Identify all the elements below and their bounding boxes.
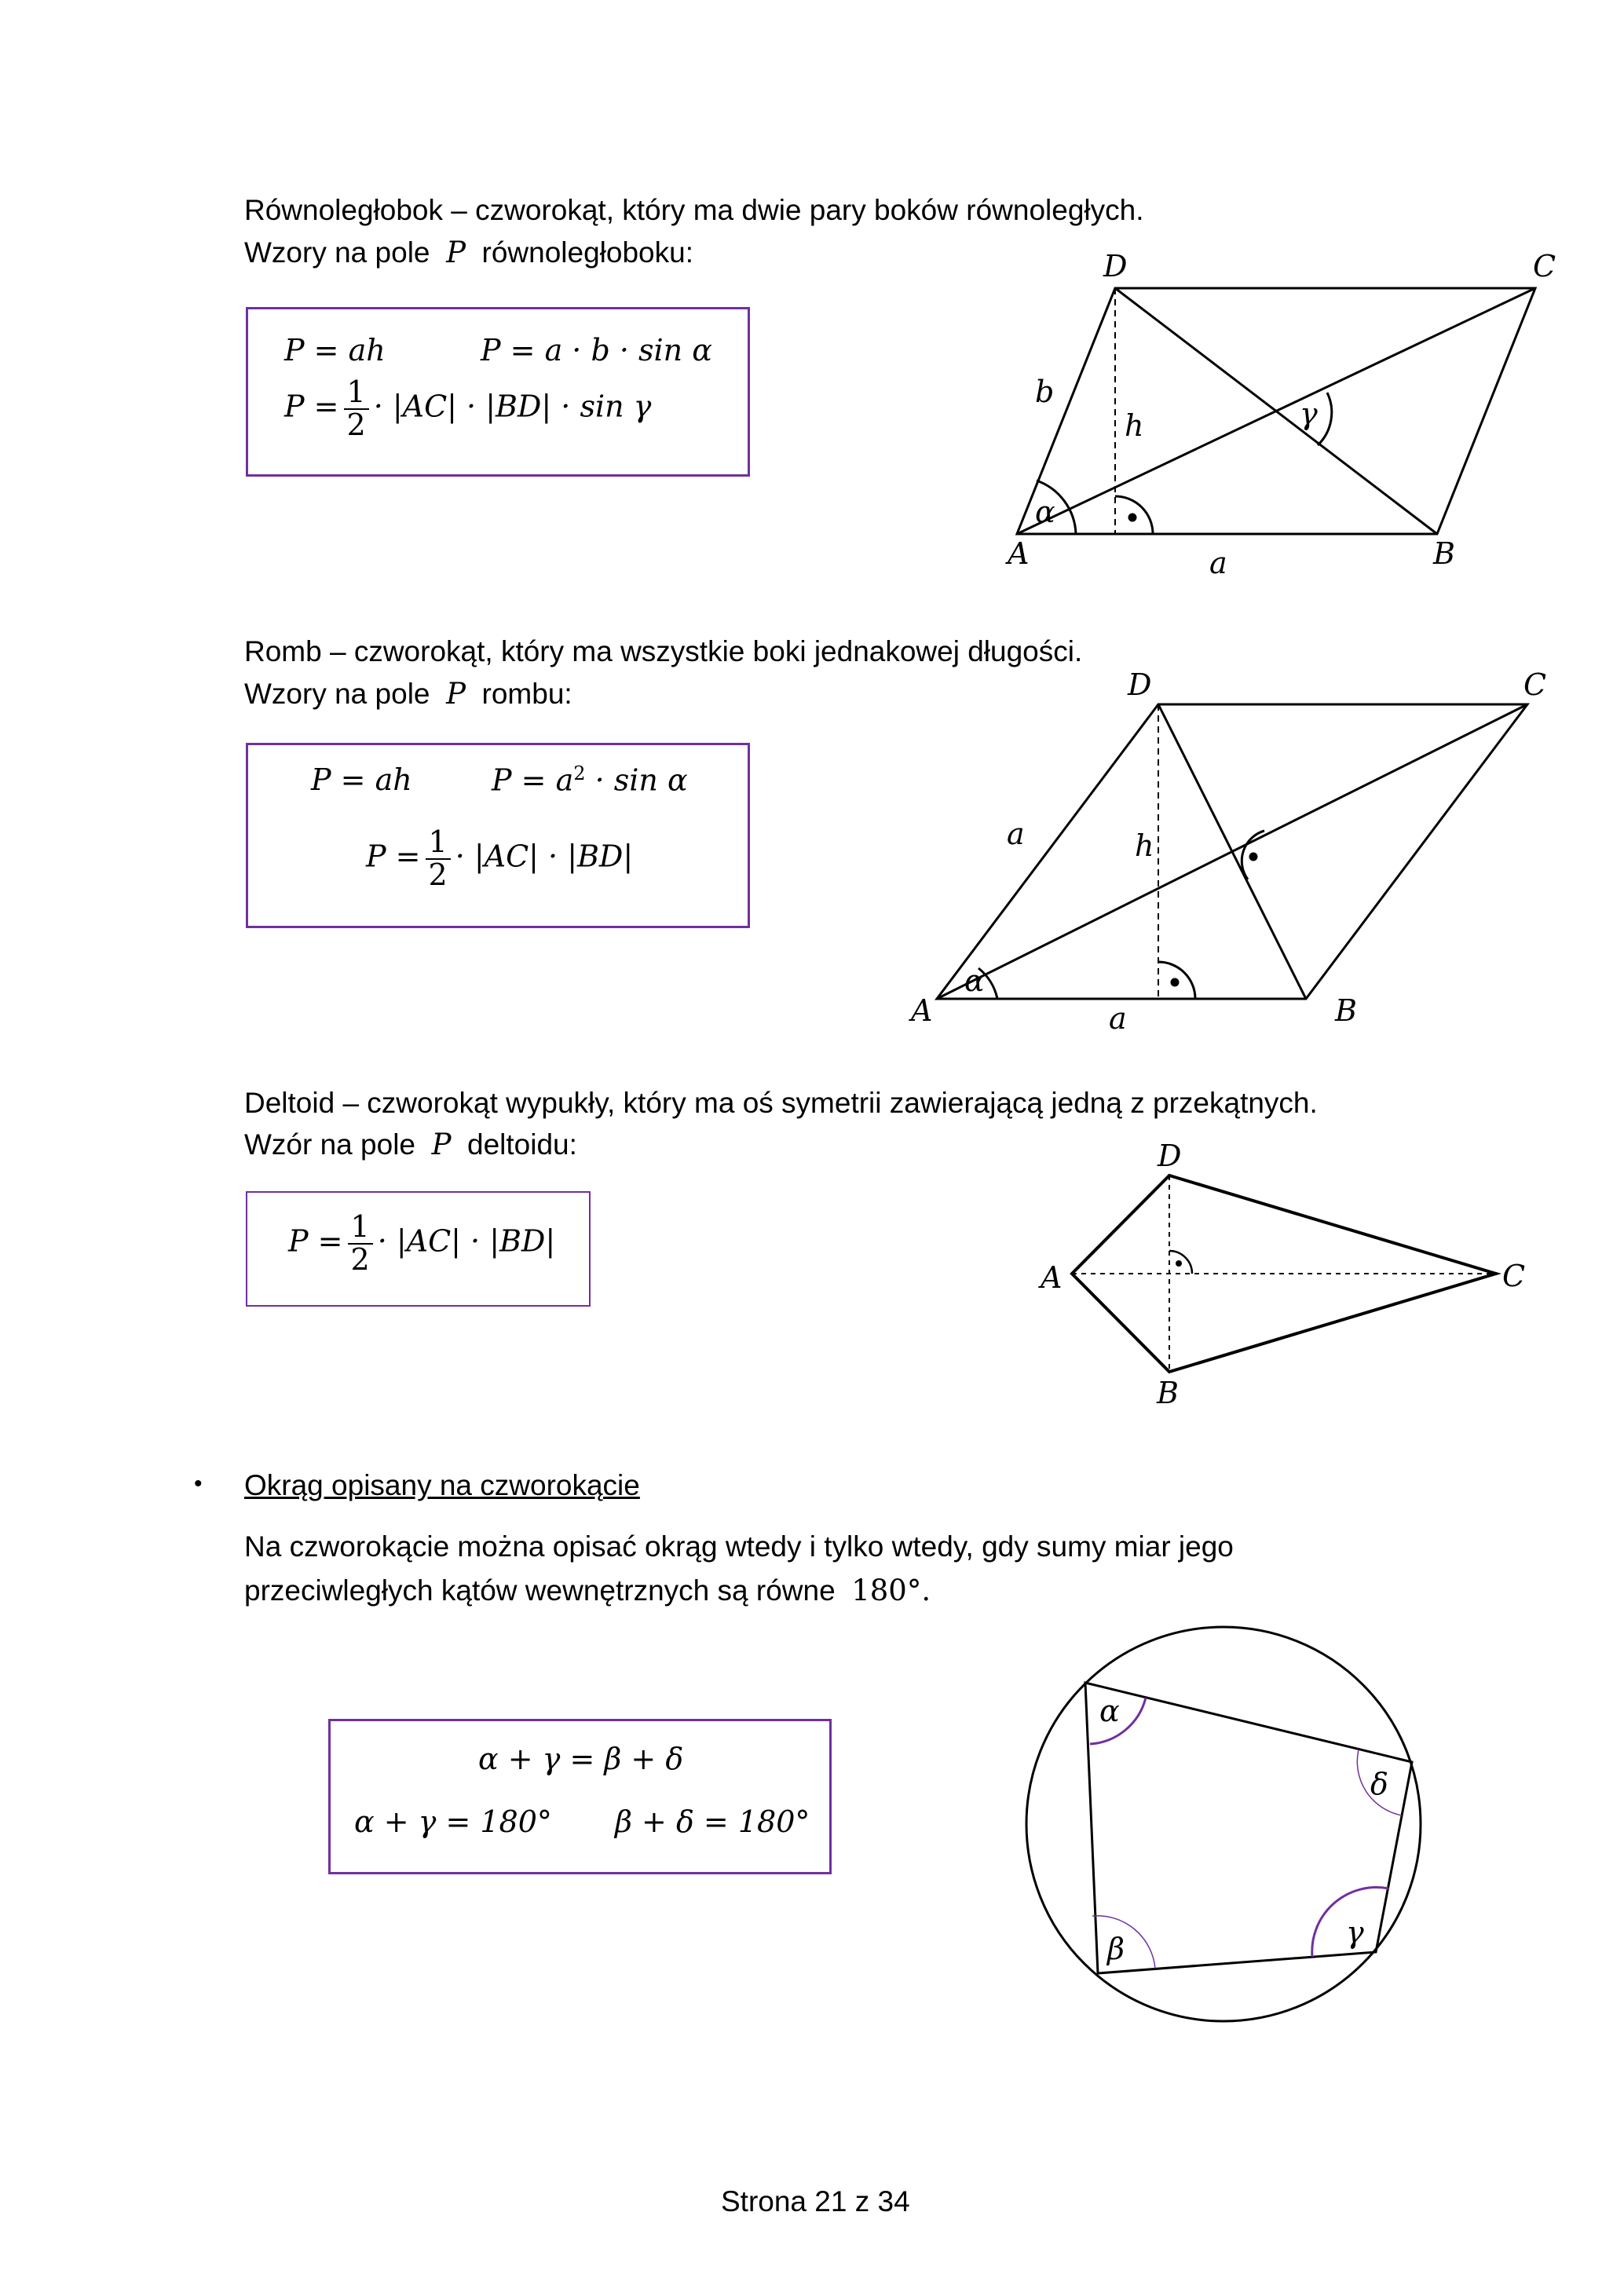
- label-B: B: [1335, 993, 1357, 1028]
- denominator: 2: [346, 407, 366, 442]
- formula-alpha-gamma: α + γ = 180°: [354, 1804, 552, 1839]
- label-C: C: [1502, 1259, 1526, 1293]
- denominator: 2: [350, 1241, 370, 1277]
- formula-post: · sin α: [585, 762, 688, 798]
- label-a: a: [1209, 546, 1227, 580]
- diagonal-bd: [1115, 288, 1437, 534]
- intro-text: Wzory na pole: [244, 678, 430, 710]
- formula-area-ah: P = ah: [284, 333, 386, 367]
- rhs: · |AC| · |BD| · sin γ: [373, 389, 652, 424]
- circumscribed-line2: [244, 1574, 931, 1608]
- label-a-side: a: [1007, 817, 1025, 851]
- label-D: D: [1103, 249, 1128, 283]
- gamma-arc: [1318, 393, 1332, 445]
- intro-var: P: [431, 1128, 452, 1161]
- label-b: b: [1035, 375, 1055, 409]
- numerator: 1: [426, 827, 451, 860]
- intro-var: P: [446, 677, 466, 711]
- rhombus-figure: [937, 704, 1527, 999]
- formula-area-a2sin: [492, 762, 688, 798]
- label-h: h: [1125, 408, 1144, 443]
- diagonal-bd: [1158, 704, 1306, 999]
- formula-area-absin: P = a · b · sin α: [481, 333, 712, 367]
- formula-area-ah: P = ah: [311, 762, 412, 797]
- label-a-base: a: [1109, 1001, 1127, 1036]
- intro-text: Wzór na pole: [244, 1128, 415, 1161]
- label-B: B: [1433, 536, 1455, 571]
- label-beta: β: [1107, 1932, 1125, 1966]
- rhombus-formula-box: [246, 743, 750, 928]
- numerator: 1: [344, 377, 369, 410]
- parallelogram-figure: [1017, 288, 1535, 534]
- rhs: · |AC| · |BD|: [455, 839, 634, 874]
- fraction: [348, 1209, 373, 1277]
- numerator: 1: [348, 1212, 373, 1245]
- label-alpha: α: [1035, 495, 1055, 529]
- rhs: · |AC| · |BD|: [377, 1223, 556, 1259]
- formula-angle-sums-equal: α + γ = β + δ: [478, 1742, 684, 1776]
- cyclic-figure: [1026, 1627, 1421, 2021]
- circumscribed-heading: Okrąg opisany na czworokącie: [244, 1469, 640, 1501]
- fraction: [426, 824, 451, 892]
- rhombus-formula-intro: [244, 677, 572, 711]
- formula-area-diagonals: [366, 824, 634, 892]
- intro-text-post: równoległoboku:: [481, 236, 693, 269]
- formula-area-diagonals: [288, 1209, 556, 1277]
- circumscribed-line1: Na czworokącie można opisać okrąg wtedy i tylko wtedy, gdy sumy miar jego: [244, 1530, 1234, 1563]
- kite-definition: Deltoid – czworokąt wypukły, który ma oś symetrii zawierającą jedną z przekątnych.: [244, 1087, 1318, 1119]
- intro-var: P: [446, 236, 466, 269]
- lhs: P =: [366, 839, 421, 874]
- cyclic-formula-box: [328, 1719, 832, 1874]
- label-D: D: [1158, 1139, 1182, 1173]
- kite-figure: [1072, 1175, 1496, 1372]
- line2-value: 180°.: [851, 1574, 931, 1607]
- formula-pre: P = a: [492, 762, 574, 798]
- diagonal-right-angle-dot: [1250, 854, 1256, 860]
- right-angle-dot: [1172, 979, 1178, 985]
- label-D: D: [1128, 667, 1152, 702]
- label-gamma: γ: [1300, 397, 1318, 431]
- label-A: A: [911, 993, 933, 1028]
- right-angle-dot: [1129, 514, 1136, 521]
- label-h: h: [1135, 828, 1154, 863]
- kite-formula-box: [246, 1191, 591, 1307]
- formula-beta-delta: β + δ = 180°: [615, 1804, 810, 1839]
- label-delta: δ: [1370, 1767, 1388, 1801]
- lhs: P =: [284, 389, 339, 424]
- rhombus-definition: Romb – czworokąt, który ma wszystkie boki jednakowej długości.: [244, 635, 1083, 667]
- lhs: P =: [288, 1223, 343, 1259]
- denominator: 2: [428, 857, 448, 892]
- label-C: C: [1523, 667, 1547, 702]
- formula-sup: 2: [573, 762, 586, 784]
- page-number: Strona 21 z 34: [721, 2185, 910, 2217]
- bullet-marker: •: [194, 1471, 203, 1497]
- label-alpha: α: [1099, 1694, 1120, 1728]
- label-A: A: [1041, 1260, 1063, 1295]
- intro-text: Wzory na pole: [244, 236, 430, 269]
- kite-formula-intro: [244, 1128, 577, 1162]
- line2-text: przeciwległych kątów wewnętrznych są równe: [244, 1574, 836, 1607]
- label-C: C: [1533, 249, 1556, 283]
- right-angle-dot: [1176, 1261, 1182, 1267]
- label-gamma: γ: [1346, 1915, 1364, 1950]
- label-B: B: [1157, 1376, 1179, 1410]
- intro-text-post: deltoidu:: [467, 1128, 577, 1161]
- parallelogram-definition: Równoległobok – czworokąt, który ma dwie pary boków równoległych.: [244, 194, 1144, 226]
- label-alpha: α: [964, 963, 985, 998]
- intro-text-post: rombu:: [481, 678, 572, 710]
- label-A: A: [1008, 536, 1030, 571]
